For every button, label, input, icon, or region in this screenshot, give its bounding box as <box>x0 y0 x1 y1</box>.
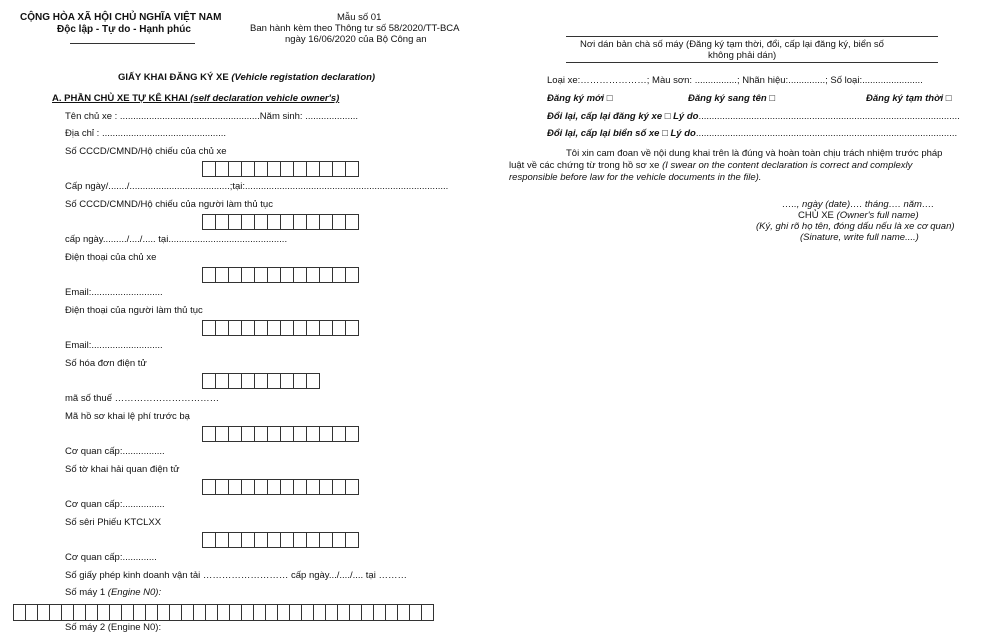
issued-date-field: Cấp ngày/......./......................................;tại:............................................................................. <box>65 181 449 192</box>
digit-box[interactable] <box>241 373 255 389</box>
agent-id-boxes[interactable] <box>202 214 358 230</box>
fee-code-label: Mã hồ sơ khai lệ phí trước bạ <box>65 411 190 422</box>
form-number: Mẫu số 01 <box>337 12 382 23</box>
digit-box[interactable] <box>280 267 294 283</box>
digit-box[interactable] <box>319 214 333 230</box>
digit-box[interactable] <box>293 161 307 177</box>
digit-box[interactable] <box>215 320 229 336</box>
agency-field-3: Cơ quan cấp:............. <box>65 552 157 563</box>
digit-box[interactable] <box>280 214 294 230</box>
digit-box[interactable] <box>332 320 346 336</box>
fee-code-boxes[interactable] <box>202 426 358 442</box>
address-field: Địa chỉ : ............................................... <box>65 128 227 139</box>
digit-box[interactable] <box>332 214 346 230</box>
digit-box[interactable] <box>280 161 294 177</box>
digit-box[interactable] <box>254 479 268 495</box>
digit-box[interactable] <box>306 426 320 442</box>
owner-phone-boxes[interactable] <box>202 267 358 283</box>
digit-box[interactable] <box>332 532 346 548</box>
digit-box[interactable] <box>254 267 268 283</box>
digit-box[interactable] <box>319 426 333 442</box>
digit-box[interactable] <box>293 267 307 283</box>
oath-line-3: responsible before law for the vehicle documents in the file). <box>509 172 762 183</box>
paste-area-bottom-rule <box>566 62 938 63</box>
oath-line-1: Tôi xin cam đoan về nội dung khai trên là đúng và hoàn toàn chịu trách nhiệm trước pháp <box>566 148 943 159</box>
digit-box[interactable] <box>228 320 242 336</box>
email-field-2: Email:........................... <box>65 340 163 351</box>
digit-box[interactable] <box>306 373 320 389</box>
agent-phone-label: Điện thoại của người làm thủ tục <box>65 305 203 316</box>
digit-box[interactable] <box>293 426 307 442</box>
digit-box[interactable] <box>332 161 346 177</box>
signature-date-line: ….., ngày (date)…. tháng…. năm…. <box>782 199 935 210</box>
digit-box[interactable] <box>228 532 242 548</box>
digit-box[interactable] <box>228 161 242 177</box>
motto-underline <box>70 43 195 44</box>
title-en: (Vehicle registation declaration) <box>231 72 376 83</box>
digit-box[interactable] <box>241 267 255 283</box>
digit-box[interactable] <box>280 373 294 389</box>
digit-box[interactable] <box>241 479 255 495</box>
digit-box[interactable] <box>215 373 229 389</box>
digit-box[interactable] <box>254 320 268 336</box>
digit-box[interactable] <box>306 161 320 177</box>
digit-box[interactable] <box>202 373 216 389</box>
agent-id-label: Số CCCD/CMND/Hộ chiếu của người làm thủ tục <box>65 199 273 210</box>
digit-box[interactable] <box>345 267 359 283</box>
paste-area-top-rule <box>566 36 938 37</box>
digit-box[interactable] <box>215 161 229 177</box>
digit-box[interactable] <box>280 320 294 336</box>
owner-id-label: Số CCCD/CMND/Hộ chiếu của chủ xe <box>65 146 227 157</box>
digit-box[interactable] <box>267 532 281 548</box>
digit-box[interactable] <box>254 426 268 442</box>
digit-box[interactable] <box>345 479 359 495</box>
digit-box[interactable] <box>215 426 229 442</box>
customs-label: Số tờ khai hải quan điện tử <box>65 464 180 475</box>
digit-box[interactable] <box>241 532 255 548</box>
engine-1-en: (Engine N0): <box>107 587 162 598</box>
digit-box[interactable] <box>228 214 242 230</box>
tax-code-field: mã số thuế …………………………… <box>65 393 220 404</box>
agency-field-2: Cơ quan cấp:................ <box>65 499 165 510</box>
digit-box[interactable] <box>241 426 255 442</box>
digit-box[interactable] <box>267 426 281 442</box>
section-a-heading <box>52 93 339 104</box>
digit-box[interactable] <box>345 161 359 177</box>
agent-phone-boxes[interactable] <box>202 320 358 336</box>
digit-box[interactable] <box>202 320 216 336</box>
agency-field-1: Cơ quan cấp:................ <box>65 446 165 457</box>
digit-box[interactable] <box>202 267 216 283</box>
digit-box[interactable] <box>345 320 359 336</box>
digit-box[interactable] <box>228 373 242 389</box>
reissue-plate-label[interactable]: Đổi lại, cấp lại biển số xe □ Lý do <box>547 128 696 139</box>
reissue-registration-dots: ................................................................................................... <box>698 111 960 122</box>
digit-box[interactable] <box>202 161 216 177</box>
digit-box[interactable] <box>293 320 307 336</box>
digit-box[interactable] <box>319 320 333 336</box>
digit-box[interactable] <box>267 479 281 495</box>
digit-box[interactable] <box>267 320 281 336</box>
digit-box[interactable] <box>241 214 255 230</box>
country-header: CỘNG HÒA XÃ HỘI CHỦ NGHĨA VIỆT NAM <box>20 12 222 23</box>
digit-box[interactable] <box>267 161 281 177</box>
digit-box[interactable] <box>306 214 320 230</box>
invoice-label: Số hóa đơn điện tử <box>65 358 147 369</box>
engine-1-boxes[interactable] <box>13 604 433 621</box>
digit-box[interactable] <box>319 532 333 548</box>
digit-box[interactable] <box>306 479 320 495</box>
oath-line-2 <box>509 160 912 171</box>
owner-signature-vi: CHỦ XE <box>798 210 837 221</box>
digit-box[interactable] <box>293 214 307 230</box>
vehicle-info-line: Loại xe:…………………; Màu sơn: ................; Nhãn hiệu:..............; Số loại:....................... <box>547 75 923 86</box>
issued-line-1: Ban hành kèm theo Thông tư số 58/2020/TT-BCA <box>250 23 460 34</box>
reissue-registration-line <box>547 111 960 122</box>
digit-box[interactable] <box>202 214 216 230</box>
oath-line-2-en: (I swear on the content declaration is correct and complexly <box>662 160 913 171</box>
owner-signature-en: (Owner's full name) <box>836 210 919 221</box>
digit-box[interactable] <box>345 532 359 548</box>
section-a-vi: A. PHẦN CHỦ XE TỰ KÊ KHAI <box>52 93 191 104</box>
digit-box[interactable] <box>332 479 346 495</box>
motto: Độc lập - Tự do - Hạnh phúc <box>57 24 191 35</box>
digit-box[interactable] <box>345 214 359 230</box>
digit-box[interactable] <box>241 161 255 177</box>
engine-1-vi: Số máy 1 <box>65 587 108 598</box>
digit-box[interactable] <box>332 426 346 442</box>
register-transfer-option[interactable]: Đăng ký sang tên □ <box>688 93 776 104</box>
register-temporary-option[interactable]: Đăng ký tạm thời □ <box>866 93 952 104</box>
issued-line-2: ngày 16/06/2020 của Bộ Công an <box>285 34 427 45</box>
signature-note: (Ký, ghi rõ họ tên, đóng dấu nếu là xe cơ quan) <box>756 221 955 232</box>
engine-1-label <box>65 587 161 598</box>
digit-box[interactable] <box>293 479 307 495</box>
digit-box[interactable] <box>254 161 268 177</box>
digit-box[interactable] <box>254 373 268 389</box>
license-field: Số giấy phép kinh doanh vận tải ……………………… cấp ngày.../..../.... tại ……… <box>65 570 407 581</box>
digit-box[interactable] <box>280 532 294 548</box>
digit-box[interactable] <box>421 604 434 621</box>
paste-note-1: Nơi dán bản chà số máy (Đăng ký tạm thời, đổi, cấp lại đăng ký, biển số <box>580 39 884 50</box>
register-new-option[interactable]: Đăng ký mới □ <box>547 93 613 104</box>
invoice-boxes[interactable] <box>202 373 319 389</box>
digit-box[interactable] <box>319 161 333 177</box>
digit-box[interactable] <box>280 479 294 495</box>
owner-name-field: Tên chủ xe : .....................................................Năm sinh: .................... <box>65 111 358 122</box>
owner-id-boxes[interactable] <box>202 161 358 177</box>
digit-box[interactable] <box>215 214 229 230</box>
form-title <box>118 72 375 83</box>
digit-box[interactable] <box>267 267 281 283</box>
digit-box[interactable] <box>202 479 216 495</box>
digit-box[interactable] <box>306 532 320 548</box>
engine-2-label: Số máy 2 (Engine N0): <box>65 622 162 633</box>
serial-label: Số sêri Phiếu KTCLXX <box>65 517 162 528</box>
digit-box[interactable] <box>202 426 216 442</box>
digit-box[interactable] <box>241 320 255 336</box>
digit-box[interactable] <box>228 426 242 442</box>
signature-note-en: (Sinature, write full name....) <box>800 232 919 243</box>
reissue-registration-label[interactable]: Đổi lại, cấp lại đăng ký xe □ Lý do <box>547 111 699 122</box>
digit-box[interactable] <box>306 267 320 283</box>
customs-boxes[interactable] <box>202 479 358 495</box>
digit-box[interactable] <box>306 320 320 336</box>
digit-box[interactable] <box>254 214 268 230</box>
digit-box[interactable] <box>293 532 307 548</box>
title-vi: GIẤY KHAI ĐĂNG KÝ XE <box>118 72 232 83</box>
reissue-plate-line <box>547 128 957 139</box>
digit-box[interactable] <box>215 267 229 283</box>
oath-line-2-vi: luật về các chứng từ trong hồ sơ xe <box>509 160 663 171</box>
email-field-1: Email:........................... <box>65 287 163 298</box>
digit-box[interactable] <box>228 479 242 495</box>
digit-box[interactable] <box>202 532 216 548</box>
agent-issued-field: cấp ngày........./..../..... tại............................................. <box>65 234 288 245</box>
digit-box[interactable] <box>267 373 281 389</box>
owner-phone-label: Điện thoại của chủ xe <box>65 252 157 263</box>
digit-box[interactable] <box>345 426 359 442</box>
section-a-en: (self declaration vehicle owner's) <box>190 93 340 104</box>
digit-box[interactable] <box>215 479 229 495</box>
digit-box[interactable] <box>280 426 294 442</box>
digit-box[interactable] <box>228 267 242 283</box>
digit-box[interactable] <box>319 267 333 283</box>
digit-box[interactable] <box>293 373 307 389</box>
digit-box[interactable] <box>215 532 229 548</box>
digit-box[interactable] <box>254 532 268 548</box>
serial-boxes[interactable] <box>202 532 358 548</box>
owner-signature-title <box>798 210 919 221</box>
digit-box[interactable] <box>267 214 281 230</box>
digit-box[interactable] <box>332 267 346 283</box>
reissue-plate-dots: ................................................................................................... <box>695 128 958 139</box>
paste-note-2: không phải dán) <box>708 50 777 61</box>
digit-box[interactable] <box>319 479 333 495</box>
